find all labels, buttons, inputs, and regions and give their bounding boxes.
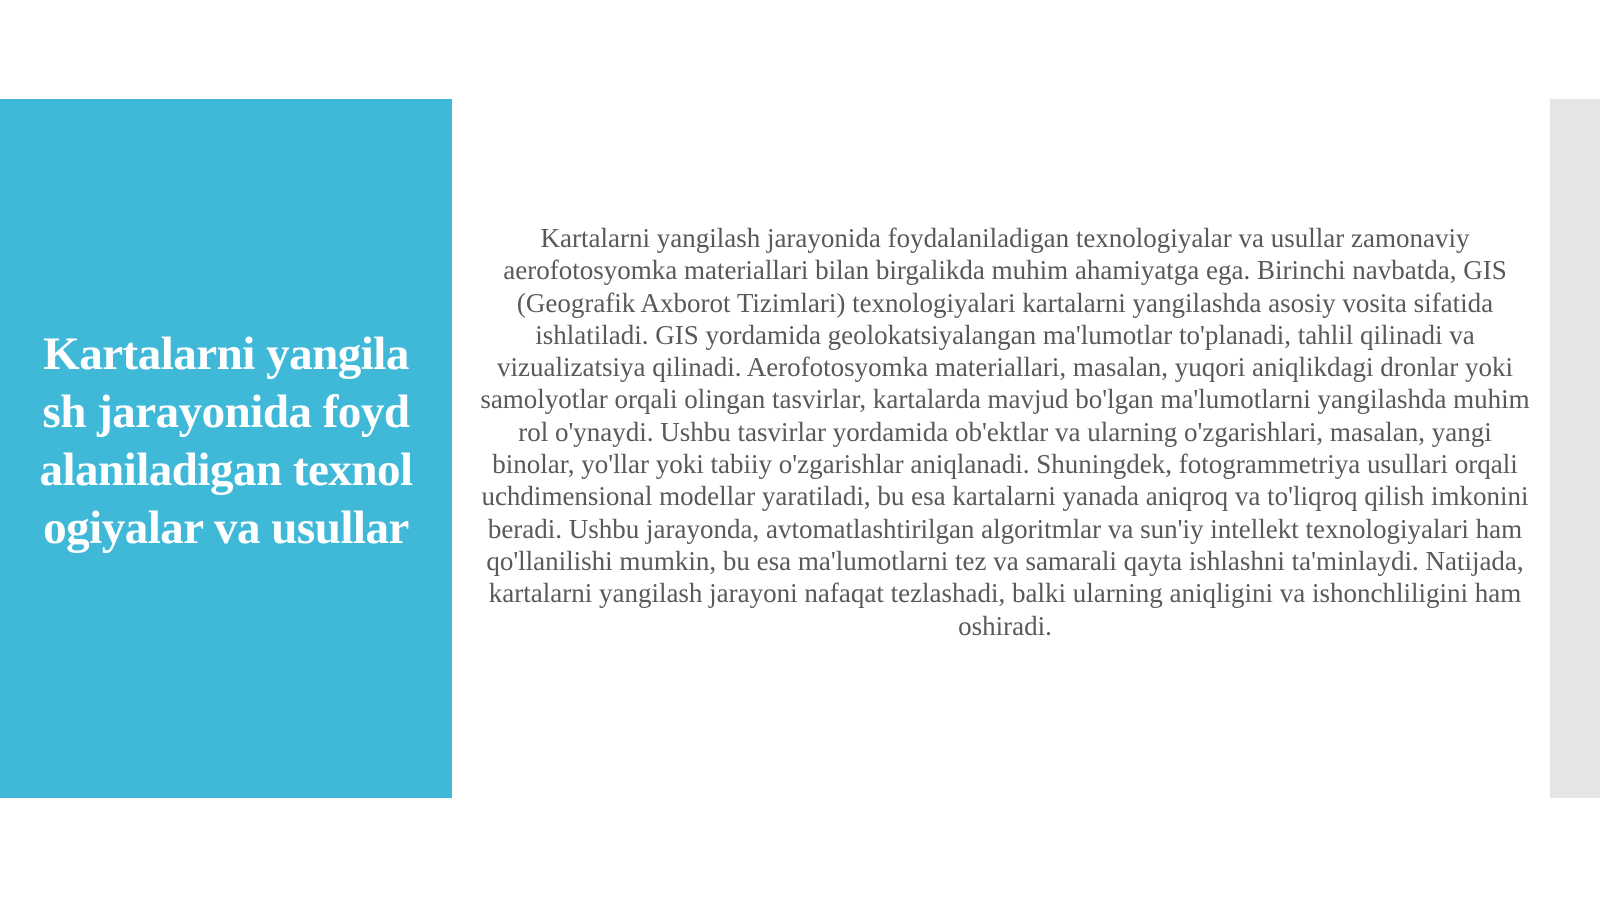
side-strip: [1550, 99, 1600, 798]
title-panel: [0, 99, 452, 798]
content-area: [478, 222, 1532, 642]
slide-title: Kartalarni yangilash jarayonida foydalaniladigan texnologiyalar va usullar: [39, 327, 413, 554]
body-paragraph: Kartalarni yangilash jarayonida foydalaniladigan texnologiyalar va usullar zamonaviy aerofotosyomka materiallari bilan birgalikda muhim ahamiyatga ega. Birinchi navbatda, GIS (Geografik Axborot Tizimlari) texnologiyalari kartalarni yangilashda asosiy vosita sifatida ishlatiladi. GIS yordamida geolokatsiyalangan ma'lumotlar to'planadi, tahlil qilinadi va vizualizatsiya qilinadi. Aerofotosyomka materiallari, masalan, yuqori aniqlikdagi dronlar yoki samolyotlar orqali olingan tasvirlar, kartalarda mavjud bo'lgan ma'lumotlarni yangilashda muhim rol o'ynaydi. Ushbu tasvirlar yordamida ob'ektlar va ularning o'zgarishlari, masalan, yangi binolar, yo'llar yoki tabiiy o'zgarishlar aniqlanadi. Shuningdek, fotogrammetriya usullari orqali uchdimensional modellar yaratiladi, bu esa kartalarni yanada aniqroq va to'liqroq qilish imkonini beradi. Ushbu jarayonda, avtomatlashtirilgan algoritmlar va sun'iy intellekt texnologiyalari ham qo'llanilishi mumkin, bu esa ma'lumotlarni tez va samarali qayta ishlashni ta'minlaydi. Natijada, kartalarni yangilash jarayoni nafaqat tezlashadi, balki ularning aniqligini va ishonchliligini ham oshiradi.: [480, 223, 1530, 641]
